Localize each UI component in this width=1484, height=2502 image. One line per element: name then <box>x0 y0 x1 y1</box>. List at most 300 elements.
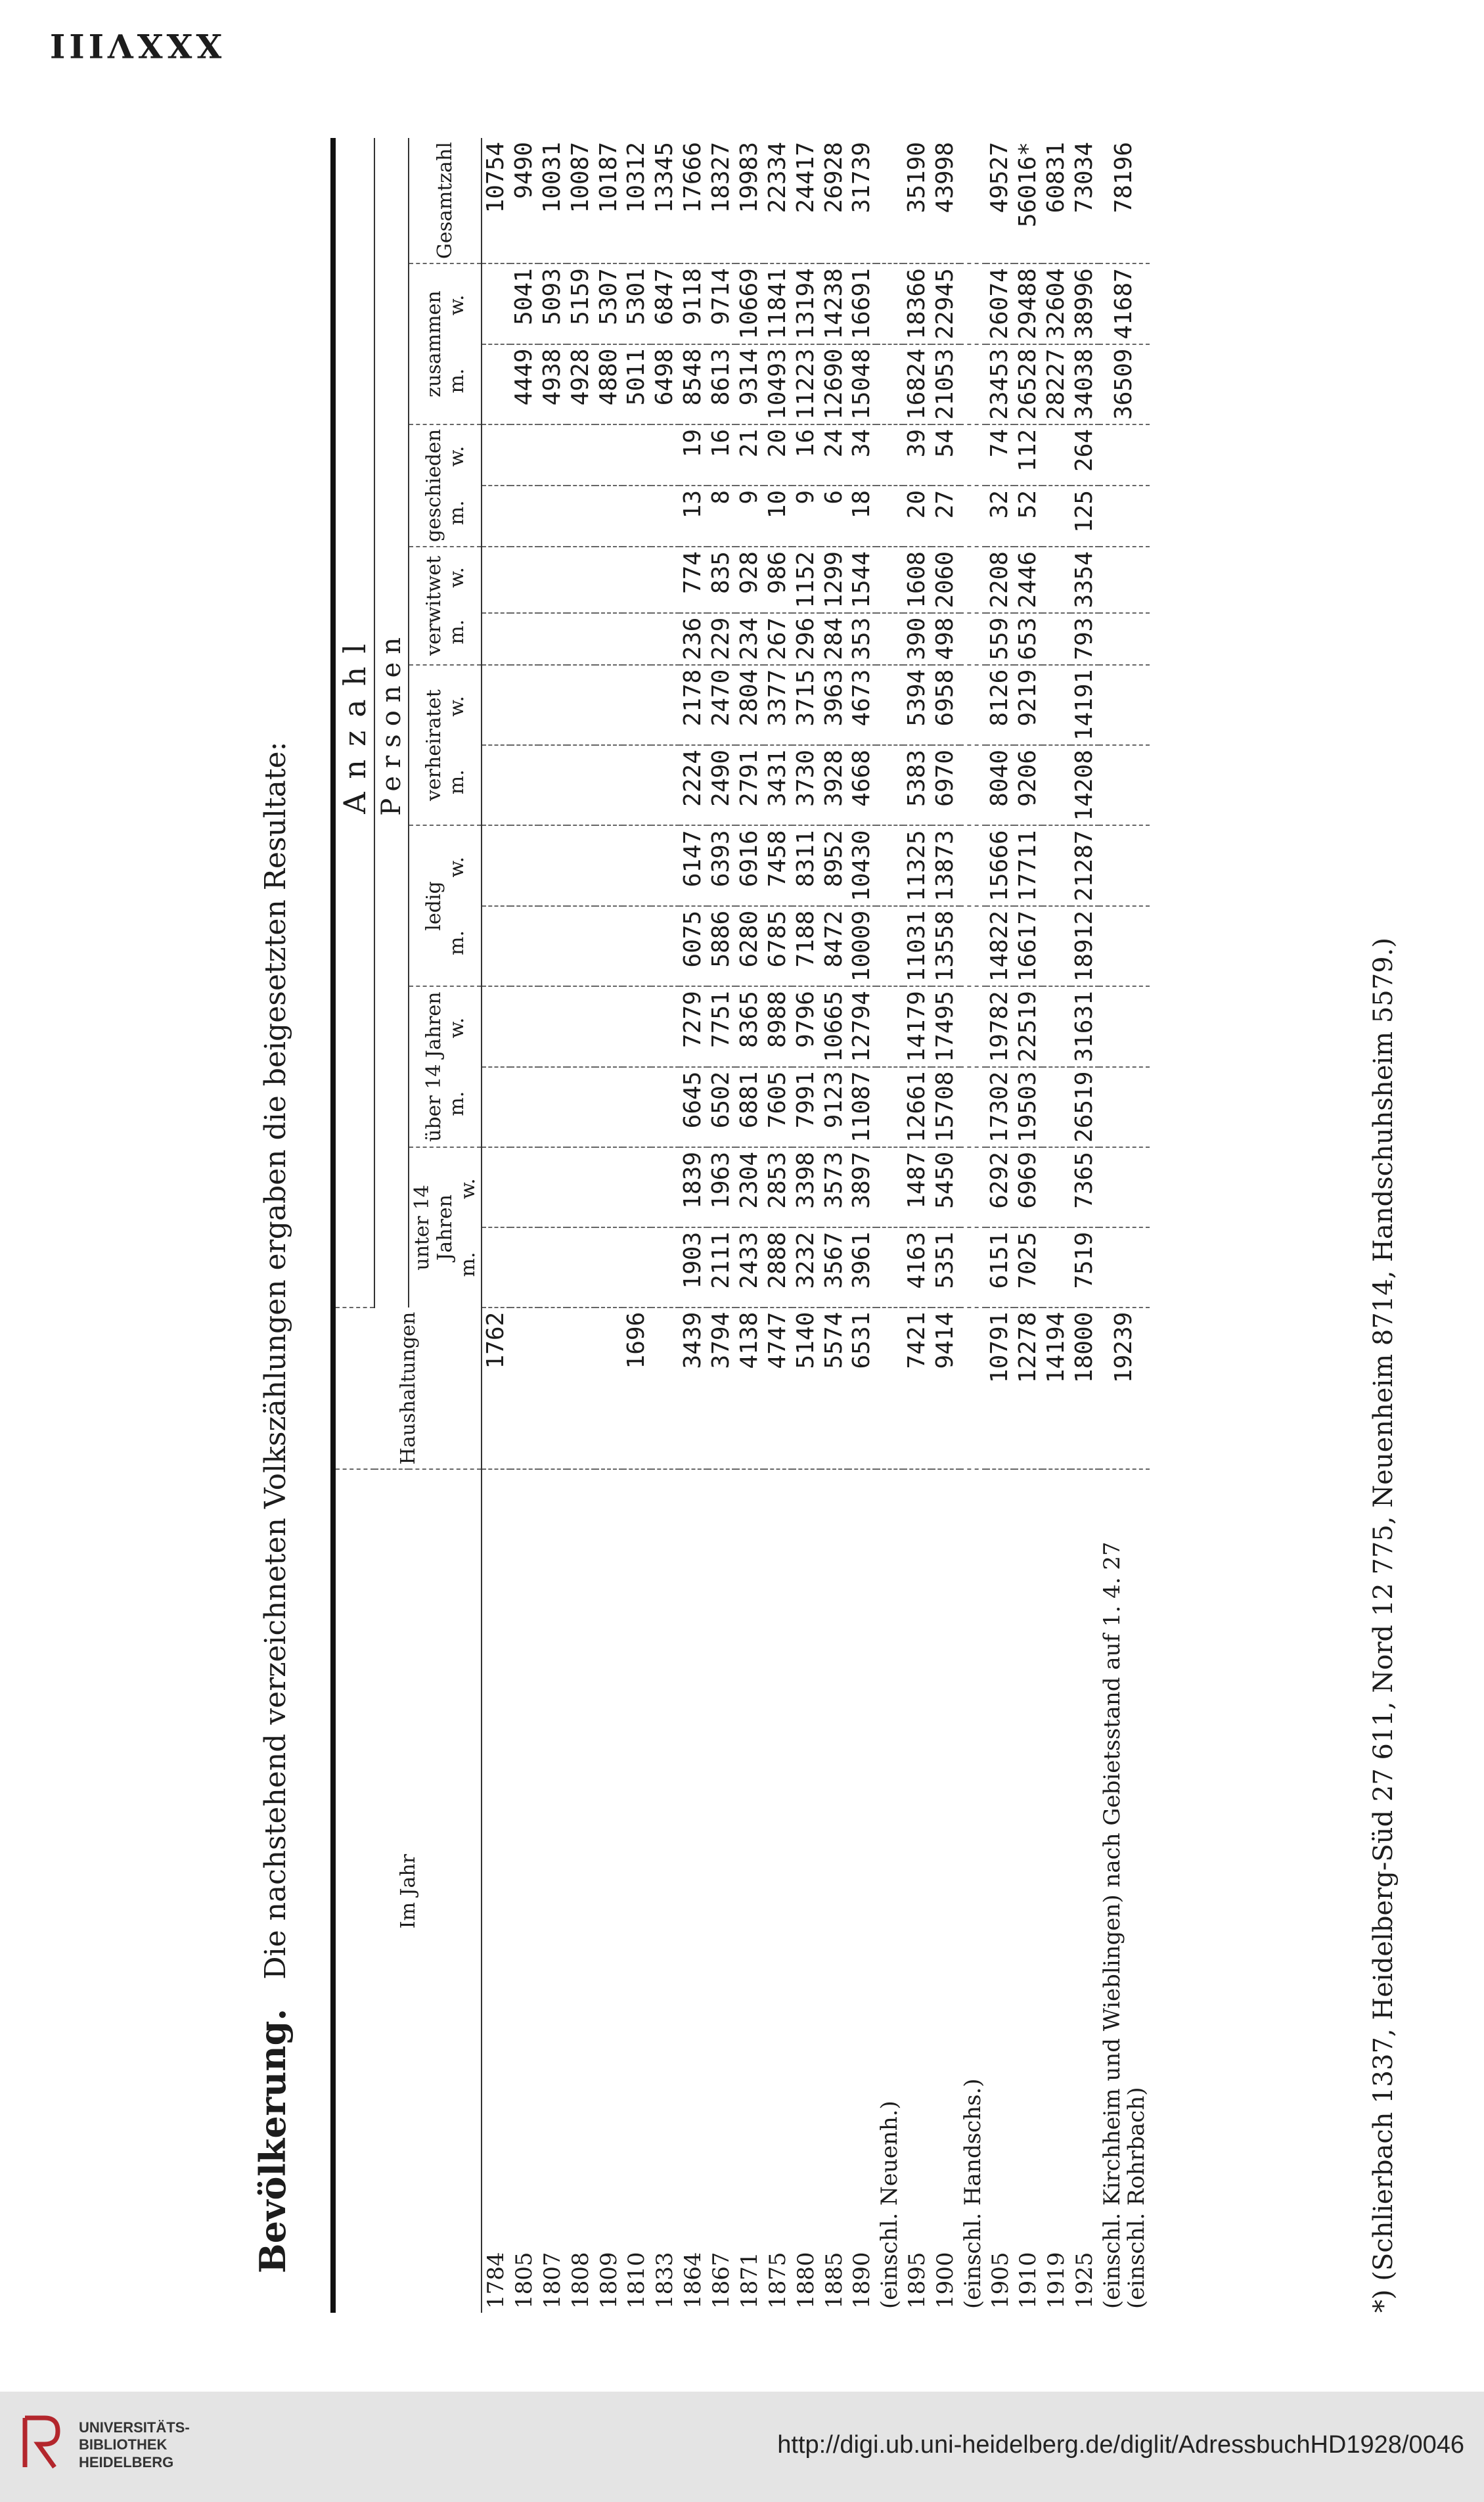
value-cell: 3573 <box>821 1147 849 1227</box>
value-cell: 41687 <box>1099 263 1150 344</box>
year-cell: 1810 <box>623 2252 650 2309</box>
year-cell: 1871 <box>736 2252 763 2309</box>
value-cell <box>960 1147 987 1227</box>
households-cell: 4138 <box>736 1308 764 1470</box>
value-cell: 7519 <box>1071 1227 1099 1308</box>
value-cell: 5394 <box>903 665 932 745</box>
value-cell <box>876 424 903 486</box>
value-cell: 2888 <box>764 1227 792 1308</box>
value-cell: 39 <box>903 424 932 486</box>
value-cell: 10665 <box>821 986 849 1066</box>
households-cell: 12278 <box>1014 1308 1043 1470</box>
value-cell: 6280 <box>736 906 764 986</box>
value-cell <box>595 665 623 745</box>
value-cell: 32604 <box>1043 263 1071 344</box>
value-cell: 21287 <box>1071 826 1099 906</box>
value-cell <box>482 1067 510 1147</box>
value-cell: 7751 <box>708 986 736 1066</box>
value-cell <box>567 1147 595 1227</box>
value-cell <box>539 1067 567 1147</box>
total-cell: 35190 <box>903 138 932 263</box>
total-cell: 56016* <box>1014 138 1043 263</box>
value-cell: 112 <box>1014 424 1043 486</box>
value-cell: 28227 <box>1043 344 1071 424</box>
value-cell: 2224 <box>679 745 708 825</box>
value-cell: 52 <box>1014 486 1043 547</box>
value-cell <box>567 424 595 486</box>
value-cell: 835 <box>708 547 736 613</box>
female-subheader: w. <box>445 856 468 878</box>
total-cell: 43998 <box>932 138 960 263</box>
group-header <box>409 1147 482 1308</box>
source-url-link[interactable]: http://digi.ub.uni-heidelberg.de/diglit/AdressbuchHD1928/0046 <box>777 2431 1464 2459</box>
value-cell <box>1043 665 1071 745</box>
value-cell: 498 <box>932 613 960 665</box>
value-cell: 11841 <box>764 263 792 344</box>
value-cell: 20 <box>903 486 932 547</box>
value-cell <box>567 745 595 825</box>
value-cell: 34 <box>848 424 876 486</box>
value-cell: 3232 <box>792 1227 821 1308</box>
year-cell: 1910 <box>1015 2252 1042 2309</box>
value-cell <box>1099 424 1150 486</box>
value-cell <box>960 986 987 1066</box>
value-cell <box>651 424 679 486</box>
year-cell: 1885 <box>821 2252 847 2309</box>
value-cell <box>960 424 987 486</box>
value-cell: 3730 <box>792 745 821 825</box>
value-cell: 18912 <box>1071 906 1099 986</box>
col-total-header: Gesamtzahl <box>409 138 482 263</box>
value-cell: 15048 <box>848 344 876 424</box>
value-cell <box>1043 613 1071 665</box>
value-cell <box>1043 906 1071 986</box>
value-cell: 6916 <box>736 826 764 906</box>
table-row <box>821 138 849 2313</box>
value-cell <box>1099 613 1150 665</box>
total-cell: 31739 <box>848 138 876 263</box>
value-cell: 18 <box>848 486 876 547</box>
value-cell: 26074 <box>986 263 1014 344</box>
value-cell <box>1043 826 1071 906</box>
value-cell: 9219 <box>1014 665 1043 745</box>
value-cell: 12661 <box>903 1067 932 1147</box>
total-cell: 10087 <box>567 138 595 263</box>
value-cell <box>623 547 651 613</box>
value-cell <box>876 745 903 825</box>
value-cell: 27 <box>932 486 960 547</box>
value-cell <box>539 486 567 547</box>
value-cell <box>482 665 510 745</box>
value-cell: 6969 <box>1014 1147 1043 1227</box>
total-cell: 9490 <box>510 138 539 263</box>
value-cell <box>1099 986 1150 1066</box>
value-cell: 9 <box>736 486 764 547</box>
value-cell <box>623 424 651 486</box>
value-cell: 3897 <box>848 1147 876 1227</box>
households-cell: 9414 <box>932 1308 960 1470</box>
col-households-header: Haushaltungen <box>333 1308 482 1470</box>
value-cell <box>595 826 623 906</box>
value-cell <box>651 613 679 665</box>
value-cell <box>1043 986 1071 1066</box>
value-cell: 284 <box>821 613 849 665</box>
population-table <box>330 138 1150 2313</box>
value-cell <box>510 613 539 665</box>
value-cell <box>539 613 567 665</box>
value-cell: 16 <box>792 424 821 486</box>
value-cell: 2208 <box>986 547 1014 613</box>
value-cell <box>1043 424 1071 486</box>
value-cell <box>567 613 595 665</box>
value-cell: 2433 <box>736 1227 764 1308</box>
table-row <box>1043 138 1071 2313</box>
value-cell: 9 <box>792 486 821 547</box>
value-cell: 11087 <box>848 1067 876 1147</box>
value-cell <box>567 547 595 613</box>
library-logo-text: UNIVERSITÄTS- BIBLIOTHEK HEIDELBERG <box>79 2419 190 2470</box>
value-cell: 2060 <box>932 547 960 613</box>
value-cell: 6393 <box>708 826 736 906</box>
value-cell <box>510 906 539 986</box>
value-cell <box>539 745 567 825</box>
value-cell <box>876 1147 903 1227</box>
value-cell: 6292 <box>986 1147 1014 1227</box>
value-cell: 6958 <box>932 665 960 745</box>
male-subheader: m. <box>445 769 468 795</box>
value-cell <box>876 665 903 745</box>
total-cell: 49527 <box>986 138 1014 263</box>
value-cell: 7365 <box>1071 1147 1099 1227</box>
value-cell <box>651 745 679 825</box>
value-cell <box>482 906 510 986</box>
value-cell <box>651 826 679 906</box>
households-cell <box>960 1308 987 1470</box>
value-cell <box>876 826 903 906</box>
table-row <box>764 138 792 2313</box>
value-cell: 6151 <box>986 1227 1014 1308</box>
total-cell <box>876 138 903 263</box>
total-cell: 73034 <box>1071 138 1099 263</box>
value-cell: 9206 <box>1014 745 1043 825</box>
value-cell <box>510 1067 539 1147</box>
female-subheader: w. <box>445 294 468 316</box>
value-cell: 8040 <box>986 745 1014 825</box>
value-cell: 11223 <box>792 344 821 424</box>
value-cell <box>1043 486 1071 547</box>
value-cell: 3398 <box>792 1147 821 1227</box>
female-subheader: w. <box>445 696 468 717</box>
value-cell: 12794 <box>848 986 876 1066</box>
value-cell: 8613 <box>708 344 736 424</box>
value-cell <box>1099 1227 1150 1308</box>
value-cell: 2470 <box>708 665 736 745</box>
value-cell: 22945 <box>932 263 960 344</box>
value-cell: 5093 <box>539 263 567 344</box>
value-cell: 8952 <box>821 826 849 906</box>
male-subheader: m. <box>457 1252 480 1277</box>
households-cell <box>567 1308 595 1470</box>
value-cell: 9118 <box>679 263 708 344</box>
value-cell: 16824 <box>903 344 932 424</box>
value-cell: 1608 <box>903 547 932 613</box>
table-row <box>567 138 595 2313</box>
value-cell: 5886 <box>708 906 736 986</box>
value-cell: 5159 <box>567 263 595 344</box>
value-cell <box>1099 906 1150 986</box>
year-cell: 1784 <box>483 2252 510 2309</box>
value-cell <box>876 547 903 613</box>
value-cell <box>595 613 623 665</box>
value-cell: 296 <box>792 613 821 665</box>
value-cell: 14191 <box>1071 665 1099 745</box>
households-cell: 18000 <box>1071 1308 1099 1470</box>
group-label: verwitwet <box>422 555 445 656</box>
table-row <box>986 138 1014 2313</box>
value-cell: 10430 <box>848 826 876 906</box>
value-cell <box>539 665 567 745</box>
table-row <box>1014 138 1043 2313</box>
value-cell: 21053 <box>932 344 960 424</box>
value-cell: 4163 <box>903 1227 932 1308</box>
households-cell: 7421 <box>903 1308 932 1470</box>
value-cell: 2178 <box>679 665 708 745</box>
value-cell <box>876 1067 903 1147</box>
households-cell: 19239 <box>1099 1308 1150 1470</box>
value-cell <box>567 1067 595 1147</box>
households-cell: 5574 <box>821 1308 849 1470</box>
value-cell: 7279 <box>679 986 708 1066</box>
value-cell: 3928 <box>821 745 849 825</box>
value-cell: 1487 <box>903 1147 932 1227</box>
table-row <box>482 138 510 2313</box>
households-cell: 5140 <box>792 1308 821 1470</box>
value-cell <box>482 613 510 665</box>
value-cell <box>876 1227 903 1308</box>
total-cell: 10031 <box>539 138 567 263</box>
total-cell: 22334 <box>764 138 792 263</box>
year-cell: 1807 <box>539 2252 566 2309</box>
value-cell <box>1099 547 1150 613</box>
value-cell: 23453 <box>986 344 1014 424</box>
value-cell <box>876 486 903 547</box>
value-cell: 6645 <box>679 1067 708 1147</box>
footnote: *) (Schlierbach 1337, Heidelberg-Süd 27 611, Nord 12 775, Neuenheim 8714, Handschuhsheim 5579.) <box>1368 938 1399 2313</box>
value-cell <box>595 745 623 825</box>
value-cell: 20 <box>764 424 792 486</box>
total-cell: 24417 <box>792 138 821 263</box>
value-cell: 15708 <box>932 1067 960 1147</box>
value-cell <box>539 826 567 906</box>
value-cell: 986 <box>764 547 792 613</box>
value-cell <box>651 1227 679 1308</box>
value-cell <box>960 1227 987 1308</box>
value-cell <box>651 1147 679 1227</box>
value-cell <box>1043 1147 1071 1227</box>
value-cell: 1544 <box>848 547 876 613</box>
value-cell <box>1099 826 1150 906</box>
value-cell <box>567 826 595 906</box>
value-cell: 19503 <box>1014 1067 1043 1147</box>
value-cell <box>960 1067 987 1147</box>
value-cell <box>482 826 510 906</box>
year-cell: 1905 <box>987 2252 1014 2309</box>
table-row <box>510 138 539 2313</box>
value-cell: 19782 <box>986 986 1014 1066</box>
value-cell <box>1043 745 1071 825</box>
value-cell: 16617 <box>1014 906 1043 986</box>
group-header <box>409 986 482 1147</box>
value-cell: 3354 <box>1071 547 1099 613</box>
value-cell <box>623 1227 651 1308</box>
value-cell: 4673 <box>848 665 876 745</box>
value-cell: 9123 <box>821 1067 849 1147</box>
value-cell <box>510 745 539 825</box>
value-cell: 54 <box>932 424 960 486</box>
households-cell: 10791 <box>986 1308 1014 1470</box>
value-cell: 24 <box>821 424 849 486</box>
year-cell: 1833 <box>652 2252 679 2309</box>
table-body <box>482 138 1150 2313</box>
sex-subheaders <box>445 830 468 982</box>
households-cell: 1762 <box>482 1308 510 1470</box>
total-cell <box>960 138 987 263</box>
value-cell: 8126 <box>986 665 1014 745</box>
value-cell <box>539 1227 567 1308</box>
value-cell <box>482 344 510 424</box>
female-subheader: w. <box>445 1017 468 1039</box>
table-row <box>960 138 987 2313</box>
group-header <box>409 547 482 665</box>
table-row <box>792 138 821 2313</box>
value-cell <box>623 1067 651 1147</box>
value-cell: 5383 <box>903 745 932 825</box>
value-cell: 2791 <box>736 745 764 825</box>
value-cell: 236 <box>679 613 708 665</box>
total-cell: 17666 <box>679 138 708 263</box>
year-cell: (einschl. Neuenh.) <box>876 2101 903 2309</box>
value-cell: 653 <box>1014 613 1043 665</box>
table-row <box>651 138 679 2313</box>
table-row <box>876 138 903 2313</box>
value-cell: 2304 <box>736 1147 764 1227</box>
value-cell <box>1099 1067 1150 1147</box>
value-cell: 5301 <box>623 263 651 344</box>
total-cell: 10187 <box>595 138 623 263</box>
value-cell <box>595 424 623 486</box>
value-cell <box>960 745 987 825</box>
value-cell: 229 <box>708 613 736 665</box>
table-row <box>1099 138 1150 2313</box>
total-cell: 13345 <box>651 138 679 263</box>
value-cell: 6502 <box>708 1067 736 1147</box>
value-cell: 6881 <box>736 1067 764 1147</box>
households-cell <box>539 1308 567 1470</box>
value-cell <box>539 424 567 486</box>
value-cell: 17711 <box>1014 826 1043 906</box>
value-cell <box>595 486 623 547</box>
total-cell: 26928 <box>821 138 849 263</box>
value-cell <box>567 486 595 547</box>
group-label: verheiratet <box>422 689 445 802</box>
anzahl-header: Anzahl <box>333 138 374 1308</box>
value-cell: 1839 <box>679 1147 708 1227</box>
value-cell: 16 <box>708 424 736 486</box>
value-cell: 26528 <box>1014 344 1043 424</box>
group-label: geschieden <box>422 428 445 543</box>
value-cell: 8548 <box>679 344 708 424</box>
value-cell <box>567 986 595 1066</box>
value-cell: 8472 <box>821 906 849 986</box>
library-logo-icon <box>18 2411 64 2470</box>
value-cell <box>567 665 595 745</box>
value-cell: 2490 <box>708 745 736 825</box>
value-cell <box>960 547 987 613</box>
year-cell: 1925 <box>1071 2252 1098 2309</box>
value-cell: 1152 <box>792 547 821 613</box>
value-cell <box>623 665 651 745</box>
rotated-table-page <box>252 138 1421 2313</box>
table-row <box>708 138 736 2313</box>
value-cell: 10009 <box>848 906 876 986</box>
value-cell <box>651 906 679 986</box>
value-cell: 6970 <box>932 745 960 825</box>
total-cell: 10312 <box>623 138 651 263</box>
group-label: ledig <box>422 881 445 931</box>
households-cell: 3794 <box>708 1308 736 1470</box>
value-cell <box>623 906 651 986</box>
value-cell: 8365 <box>736 986 764 1066</box>
heading-title: Bevölkerung. <box>252 2008 294 2273</box>
value-cell: 4449 <box>510 344 539 424</box>
value-cell: 5011 <box>623 344 651 424</box>
value-cell <box>595 547 623 613</box>
households-cell: 3439 <box>679 1308 708 1470</box>
value-cell: 390 <box>903 613 932 665</box>
year-cell: (einschl. Kirchheim und Wieblingen) nach Gebietsstand auf 1. 4. 27 (einschl. Rohrbach) <box>1098 1541 1150 2309</box>
table-row <box>679 138 708 2313</box>
households-cell: 14194 <box>1043 1308 1071 1470</box>
year-cell: 1900 <box>932 2252 958 2309</box>
female-subheader: w. <box>445 567 468 588</box>
value-cell: 5041 <box>510 263 539 344</box>
value-cell <box>960 826 987 906</box>
year-cell: 1919 <box>1043 2252 1070 2309</box>
value-cell <box>623 1147 651 1227</box>
value-cell: 6075 <box>679 906 708 986</box>
value-cell: 2111 <box>708 1227 736 1308</box>
value-cell <box>595 986 623 1066</box>
year-cell: 1867 <box>708 2252 735 2309</box>
value-cell: 14822 <box>986 906 1014 986</box>
year-cell: 1895 <box>904 2252 931 2309</box>
value-cell <box>539 906 567 986</box>
value-cell <box>595 1067 623 1147</box>
value-cell <box>510 986 539 1066</box>
value-cell: 4880 <box>595 344 623 424</box>
value-cell: 10493 <box>764 344 792 424</box>
value-cell: 2446 <box>1014 547 1043 613</box>
group-header <box>409 665 482 826</box>
value-cell <box>510 486 539 547</box>
value-cell: 17495 <box>932 986 960 1066</box>
value-cell <box>623 486 651 547</box>
value-cell: 31631 <box>1071 986 1099 1066</box>
value-cell <box>651 547 679 613</box>
value-cell: 8311 <box>792 826 821 906</box>
value-cell <box>567 1227 595 1308</box>
households-cell: 4747 <box>764 1308 792 1470</box>
